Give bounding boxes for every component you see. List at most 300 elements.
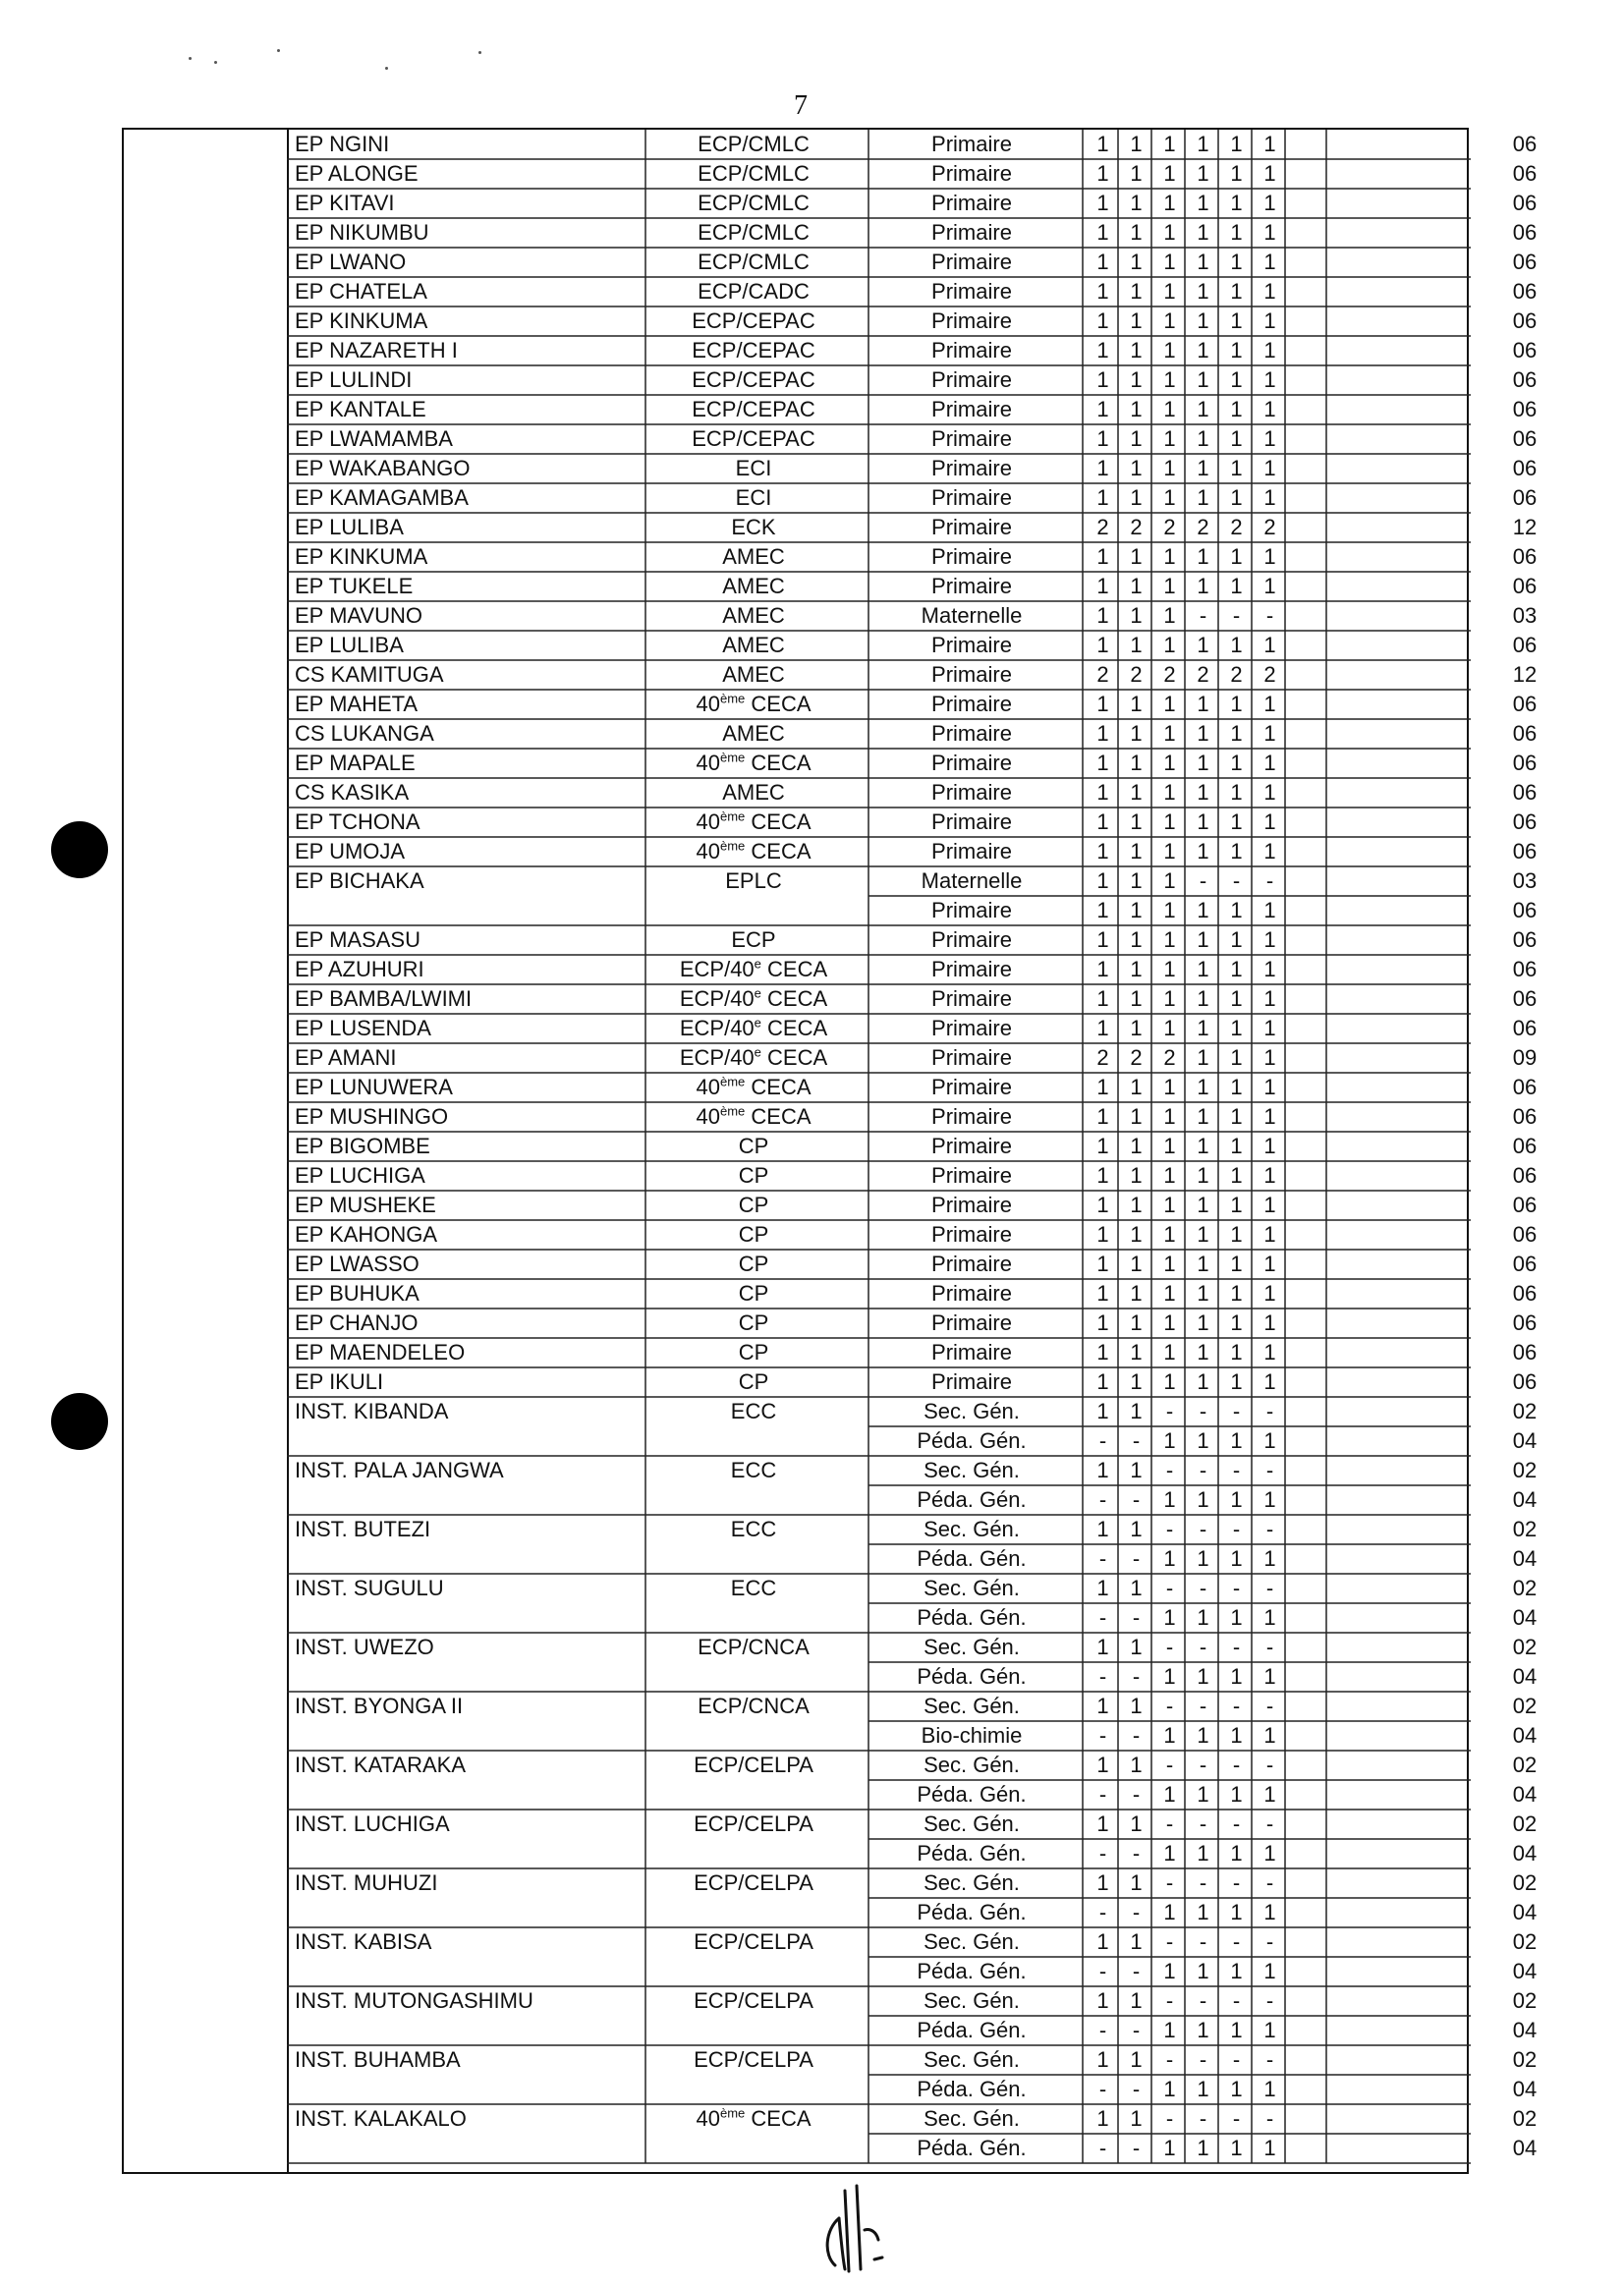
organization: ECP/CEPAC	[692, 397, 815, 421]
class-count-3: 1	[1163, 1605, 1176, 1630]
row-total: 02	[1512, 1753, 1538, 1777]
table-row	[287, 749, 1538, 778]
class-count-2: 1	[1130, 426, 1143, 451]
class-count-1: 1	[1096, 633, 1109, 657]
class-count-2: 1	[1130, 1988, 1143, 2013]
level: Primaire	[931, 692, 1012, 716]
class-count-6: 1	[1263, 485, 1276, 510]
class-count-6: 1	[1263, 1281, 1276, 1306]
organization	[645, 1898, 862, 1927]
organization: 40ème CECA	[696, 1074, 812, 1099]
class-count-2: -	[1132, 1900, 1141, 1924]
class-count-4: 1	[1197, 279, 1209, 304]
table-row	[287, 601, 1538, 631]
row-total: 06	[1512, 898, 1538, 922]
row-total: 04	[1512, 2077, 1538, 2101]
class-count-5: 1	[1230, 898, 1243, 922]
class-count-2: 2	[1130, 662, 1143, 687]
class-count-4: 1	[1197, 1075, 1209, 1099]
organization	[645, 1957, 862, 1986]
class-count-1: -	[1098, 2018, 1107, 2042]
class-count-5: 1	[1230, 1075, 1243, 1099]
class-count-4: 1	[1197, 721, 1209, 746]
class-count-4: 1	[1197, 1252, 1209, 1276]
class-count-6: 1	[1263, 1664, 1276, 1689]
class-count-2: 1	[1130, 1517, 1143, 1541]
class-count-4: 1	[1197, 2018, 1209, 2042]
class-count-4: 1	[1197, 1310, 1209, 1335]
class-count-6: 1	[1263, 692, 1276, 716]
class-count-3: 2	[1163, 662, 1176, 687]
class-count-6: 1	[1263, 250, 1276, 274]
class-count-1: -	[1098, 2136, 1107, 2160]
level: Sec. Gén.	[924, 1576, 1020, 1600]
level: Primaire	[931, 1369, 1012, 1394]
class-count-3: 2	[1163, 515, 1176, 539]
class-count-1: 1	[1096, 1222, 1109, 1247]
class-count-2: 1	[1130, 2106, 1143, 2131]
school-name: EP MAVUNO	[295, 603, 422, 628]
class-count-2: 1	[1130, 1369, 1143, 1394]
class-count-1: 1	[1096, 161, 1109, 186]
table-row	[287, 896, 1538, 925]
row-total: 02	[1512, 1870, 1538, 1895]
table-row	[287, 513, 1538, 542]
class-count-3: 1	[1163, 1281, 1176, 1306]
class-count-2: 1	[1130, 1252, 1143, 1276]
school-name: INST. KALAKALO	[295, 2106, 467, 2131]
organization	[645, 1426, 862, 1456]
organization: ECP/CELPA	[694, 1929, 813, 1954]
row-total: 03	[1512, 603, 1538, 628]
row-total: 02	[1512, 1399, 1538, 1423]
class-count-3: -	[1165, 1694, 1174, 1718]
class-count-4: -	[1199, 1517, 1207, 1541]
class-count-3: 1	[1163, 1252, 1176, 1276]
class-count-1: 1	[1096, 1193, 1109, 1217]
class-count-5: 1	[1230, 1605, 1243, 1630]
organization: ECP/CEPAC	[692, 367, 815, 392]
table-row	[287, 1957, 1538, 1986]
class-count-5: -	[1232, 868, 1241, 893]
class-count-2: 1	[1130, 1458, 1143, 1482]
school-name	[295, 1426, 639, 1456]
class-count-5: 1	[1230, 574, 1243, 598]
class-count-2: -	[1132, 1487, 1141, 1512]
class-count-6: 1	[1263, 161, 1276, 186]
class-count-6: -	[1265, 1399, 1274, 1423]
row-total: 06	[1512, 751, 1538, 775]
class-count-6: 1	[1263, 1016, 1276, 1040]
row-total: 04	[1512, 1487, 1538, 1512]
class-count-5: 1	[1230, 426, 1243, 451]
table-row	[287, 218, 1538, 248]
class-count-2: 1	[1130, 927, 1143, 952]
school-name: EP AZUHURI	[295, 957, 424, 981]
school-name: EP MASASU	[295, 927, 420, 952]
row-total: 02	[1512, 2106, 1538, 2131]
row-total: 04	[1512, 1900, 1538, 1924]
class-count-2: 1	[1130, 456, 1143, 480]
class-count-3: -	[1165, 1811, 1174, 1836]
class-count-4: -	[1199, 603, 1207, 628]
school-name: INST. KABISA	[295, 1929, 432, 1954]
organization: ECP/CELPA	[694, 1870, 813, 1895]
table-row	[287, 395, 1538, 424]
class-count-1: 1	[1096, 1310, 1109, 1335]
class-count-5: 1	[1230, 1959, 1243, 1983]
class-count-1: 1	[1096, 751, 1109, 775]
class-count-2: -	[1132, 1428, 1141, 1453]
class-count-4: 1	[1197, 2136, 1209, 2160]
class-count-5: 1	[1230, 279, 1243, 304]
class-count-3: 1	[1163, 1782, 1176, 1807]
level: Péda. Gén.	[917, 1900, 1027, 1924]
level: Primaire	[931, 397, 1012, 421]
level: Primaire	[931, 1222, 1012, 1247]
class-count-4: -	[1199, 1988, 1207, 2013]
table-row	[287, 925, 1538, 955]
school-name: INST. PALA JANGWA	[295, 1458, 504, 1482]
row-total: 04	[1512, 1782, 1538, 1807]
level: Primaire	[931, 633, 1012, 657]
row-total: 02	[1512, 1811, 1538, 1836]
table-row	[287, 955, 1538, 984]
class-count-3: 1	[1163, 220, 1176, 245]
class-count-1: -	[1098, 1841, 1107, 1866]
class-count-6: -	[1265, 1576, 1274, 1600]
class-count-4: -	[1199, 868, 1207, 893]
level: Primaire	[931, 898, 1012, 922]
table-row	[287, 2134, 1538, 2163]
organization: CP	[738, 1310, 769, 1335]
class-count-5: 1	[1230, 338, 1243, 362]
page-number: 7	[794, 90, 808, 121]
school-name: EP MAENDELEO	[295, 1340, 466, 1365]
row-total: 04	[1512, 1959, 1538, 1983]
class-count-6: 1	[1263, 1045, 1276, 1070]
organization: AMEC	[722, 662, 785, 687]
class-count-6: 1	[1263, 2136, 1276, 2160]
class-count-5: 1	[1230, 1134, 1243, 1158]
class-count-1: 1	[1096, 1075, 1109, 1099]
class-count-1: 1	[1096, 1340, 1109, 1365]
organization: ECI	[735, 456, 772, 480]
class-count-6: 1	[1263, 367, 1276, 392]
row-total: 04	[1512, 1605, 1538, 1630]
class-count-5: 1	[1230, 1487, 1243, 1512]
school-name: EP LUSENDA	[295, 1016, 431, 1040]
class-count-1: -	[1098, 1723, 1107, 1748]
school-name	[295, 1544, 639, 1574]
table-row	[287, 778, 1538, 808]
class-count-3: 1	[1163, 308, 1176, 333]
level: Péda. Gén.	[917, 2136, 1027, 2160]
school-name	[295, 1662, 639, 1692]
table-row	[287, 1868, 1538, 1898]
class-count-1: -	[1098, 1487, 1107, 1512]
row-total: 02	[1512, 1988, 1538, 2013]
class-count-2: 1	[1130, 1399, 1143, 1423]
class-count-1: 1	[1096, 1399, 1109, 1423]
row-total: 04	[1512, 1664, 1538, 1689]
class-count-3: -	[1165, 1929, 1174, 1954]
table-row	[287, 2104, 1538, 2134]
organization	[645, 1544, 862, 1574]
class-count-3: 1	[1163, 397, 1176, 421]
row-total: 04	[1512, 1723, 1538, 1748]
class-count-5: 1	[1230, 1310, 1243, 1335]
row-total: 02	[1512, 1458, 1538, 1482]
class-count-2: 1	[1130, 957, 1143, 981]
row-total: 04	[1512, 1841, 1538, 1866]
table-row	[287, 1544, 1538, 1574]
class-count-4: 1	[1197, 692, 1209, 716]
class-count-5: 1	[1230, 839, 1243, 863]
class-count-2: 1	[1130, 191, 1143, 215]
organization: 40ème CECA	[696, 808, 812, 834]
row-total: 06	[1512, 986, 1538, 1011]
class-count-6: 1	[1263, 1900, 1276, 1924]
class-count-4: 1	[1197, 426, 1209, 451]
class-count-5: 1	[1230, 1193, 1243, 1217]
school-name: EP LULIBA	[295, 633, 404, 657]
class-count-6: -	[1265, 1811, 1274, 1836]
class-count-3: -	[1165, 2106, 1174, 2131]
class-count-6: 1	[1263, 426, 1276, 451]
class-count-4: 1	[1197, 927, 1209, 952]
row-total: 06	[1512, 1016, 1538, 1040]
class-count-1: 1	[1096, 1369, 1109, 1394]
table-row	[287, 1721, 1538, 1751]
class-count-3: 1	[1163, 426, 1176, 451]
class-count-2: 1	[1130, 1811, 1143, 1836]
row-total: 06	[1512, 338, 1538, 362]
class-count-1: -	[1098, 1959, 1107, 1983]
class-count-5: -	[1232, 1870, 1241, 1895]
class-count-5: 1	[1230, 2136, 1243, 2160]
level: Primaire	[931, 1193, 1012, 1217]
school-name: EP BUHUKA	[295, 1281, 420, 1306]
table-row	[287, 719, 1538, 749]
class-count-5: 1	[1230, 1222, 1243, 1247]
school-name: EP KAHONGA	[295, 1222, 438, 1247]
class-count-6: 1	[1263, 1487, 1276, 1512]
organization	[645, 1721, 862, 1751]
organization: ECP/CELPA	[694, 1753, 813, 1777]
class-count-6: 1	[1263, 633, 1276, 657]
class-count-1: 1	[1096, 279, 1109, 304]
school-name	[295, 896, 639, 925]
school-name: EP CHATELA	[295, 279, 427, 304]
class-count-6: 1	[1263, 1428, 1276, 1453]
class-count-1: 1	[1096, 2047, 1109, 2072]
class-count-4: -	[1199, 1399, 1207, 1423]
school-name: EP KINKUMA	[295, 544, 428, 569]
class-count-3: 1	[1163, 633, 1176, 657]
class-count-6: 1	[1263, 132, 1276, 156]
class-count-6: 1	[1263, 1310, 1276, 1335]
class-count-5: -	[1232, 1929, 1241, 1954]
class-count-3: 1	[1163, 839, 1176, 863]
table-row	[287, 984, 1538, 1014]
class-count-3: 1	[1163, 1841, 1176, 1866]
row-total: 06	[1512, 308, 1538, 333]
row-total: 06	[1512, 839, 1538, 863]
class-count-3: 1	[1163, 1900, 1176, 1924]
class-count-3: 1	[1163, 1487, 1176, 1512]
school-name: CS KAMITUGA	[295, 662, 444, 687]
class-count-1: 1	[1096, 1281, 1109, 1306]
organization: ECC	[730, 1576, 777, 1600]
class-count-3: -	[1165, 1870, 1174, 1895]
level: Primaire	[931, 1163, 1012, 1188]
class-count-1: 1	[1096, 220, 1109, 245]
level: Sec. Gén.	[924, 1753, 1020, 1777]
organization: ECC	[730, 1458, 777, 1482]
row-total: 06	[1512, 191, 1538, 215]
table-row	[287, 1603, 1538, 1633]
class-count-2: 1	[1130, 367, 1143, 392]
class-count-5: 1	[1230, 161, 1243, 186]
class-count-5: -	[1232, 1399, 1241, 1423]
class-count-6: 1	[1263, 1959, 1276, 1983]
handwritten-signature	[806, 2171, 914, 2274]
row-total: 06	[1512, 809, 1538, 834]
class-count-6: 1	[1263, 544, 1276, 569]
class-count-3: 1	[1163, 1369, 1176, 1394]
table-row	[287, 1839, 1538, 1868]
organization	[645, 1839, 862, 1868]
class-count-1: 2	[1096, 662, 1109, 687]
class-count-6: 1	[1263, 1605, 1276, 1630]
class-count-2: 1	[1130, 220, 1143, 245]
class-count-2: 1	[1130, 250, 1143, 274]
class-count-6: 1	[1263, 1222, 1276, 1247]
class-count-4: 1	[1197, 1340, 1209, 1365]
class-count-6: 1	[1263, 2018, 1276, 2042]
class-count-6: 1	[1263, 957, 1276, 981]
class-count-6: 1	[1263, 1369, 1276, 1394]
class-count-2: 1	[1130, 1016, 1143, 1040]
class-count-2: 1	[1130, 485, 1143, 510]
class-count-1: 1	[1096, 191, 1109, 215]
class-count-4: 1	[1197, 1369, 1209, 1394]
class-count-4: 1	[1197, 485, 1209, 510]
row-total: 06	[1512, 692, 1538, 716]
level: Primaire	[931, 1310, 1012, 1335]
class-count-4: -	[1199, 1870, 1207, 1895]
level: Bio-chimie	[921, 1723, 1023, 1748]
organization: CP	[738, 1163, 769, 1188]
class-count-3: 1	[1163, 1104, 1176, 1129]
school-name: EP LWASSO	[295, 1252, 420, 1276]
class-count-3: 1	[1163, 957, 1176, 981]
table-row	[287, 1898, 1538, 1927]
table-row	[287, 572, 1538, 601]
class-count-3: 1	[1163, 338, 1176, 362]
class-count-2: 1	[1130, 1222, 1143, 1247]
class-count-5: -	[1232, 1458, 1241, 1482]
organization: ECP/CMLC	[698, 191, 810, 215]
class-count-2: -	[1132, 1723, 1141, 1748]
level: Primaire	[931, 1340, 1012, 1365]
organization: 40ème CECA	[696, 2105, 812, 2131]
class-count-5: 1	[1230, 544, 1243, 569]
level: Primaire	[931, 574, 1012, 598]
class-count-5: 1	[1230, 1546, 1243, 1571]
class-count-4: -	[1199, 1811, 1207, 1836]
class-count-4: 1	[1197, 456, 1209, 480]
level: Primaire	[931, 1252, 1012, 1276]
class-count-2: 1	[1130, 603, 1143, 628]
class-count-4: 1	[1197, 574, 1209, 598]
row-total: 02	[1512, 1576, 1538, 1600]
table-row	[287, 2016, 1538, 2045]
table-row	[287, 660, 1538, 690]
table-row	[287, 808, 1538, 837]
class-count-5: 1	[1230, 1782, 1243, 1807]
table-row	[287, 866, 1538, 896]
class-count-3: -	[1165, 1576, 1174, 1600]
class-count-4: -	[1199, 2106, 1207, 2131]
class-count-6: 1	[1263, 1163, 1276, 1188]
organization: ECP/40e CECA	[679, 1015, 828, 1040]
class-count-5: 1	[1230, 367, 1243, 392]
class-count-6: -	[1265, 2106, 1274, 2131]
class-count-4: 1	[1197, 1163, 1209, 1188]
class-count-1: 1	[1096, 603, 1109, 628]
class-count-4: 2	[1197, 515, 1209, 539]
table-row	[287, 365, 1538, 395]
class-count-6: -	[1265, 868, 1274, 893]
class-count-5: 1	[1230, 191, 1243, 215]
class-count-6: 1	[1263, 574, 1276, 598]
row-total: 06	[1512, 367, 1538, 392]
organization: CP	[738, 1193, 769, 1217]
class-count-6: 1	[1263, 927, 1276, 952]
class-count-5: 1	[1230, 1045, 1243, 1070]
class-count-3: 1	[1163, 1193, 1176, 1217]
row-total: 06	[1512, 279, 1538, 304]
class-count-4: 1	[1197, 338, 1209, 362]
level: Maternelle	[921, 603, 1023, 628]
class-count-4: 1	[1197, 544, 1209, 569]
row-total: 04	[1512, 1428, 1538, 1453]
class-count-5: 1	[1230, 1163, 1243, 1188]
level: Primaire	[931, 279, 1012, 304]
table-row	[287, 1810, 1538, 1839]
class-count-5: -	[1232, 1753, 1241, 1777]
organization: ECP/CMLC	[698, 250, 810, 274]
class-count-5: 1	[1230, 751, 1243, 775]
class-count-4: 1	[1197, 1546, 1209, 1571]
organization: ECP/CELPA	[694, 1811, 813, 1836]
class-count-3: 1	[1163, 809, 1176, 834]
class-count-6: 2	[1263, 662, 1276, 687]
level: Primaire	[931, 809, 1012, 834]
class-count-2: -	[1132, 2018, 1141, 2042]
class-count-2: 1	[1130, 1163, 1143, 1188]
table-row	[287, 1633, 1538, 1662]
class-count-5: 1	[1230, 397, 1243, 421]
class-count-1: 1	[1096, 1252, 1109, 1276]
school-name: EP BAMBA/LWIMI	[295, 986, 473, 1011]
organization: ECP/CEPAC	[692, 338, 815, 362]
class-count-4: 1	[1197, 161, 1209, 186]
organization	[645, 2075, 862, 2104]
class-count-1: 1	[1096, 1458, 1109, 1482]
